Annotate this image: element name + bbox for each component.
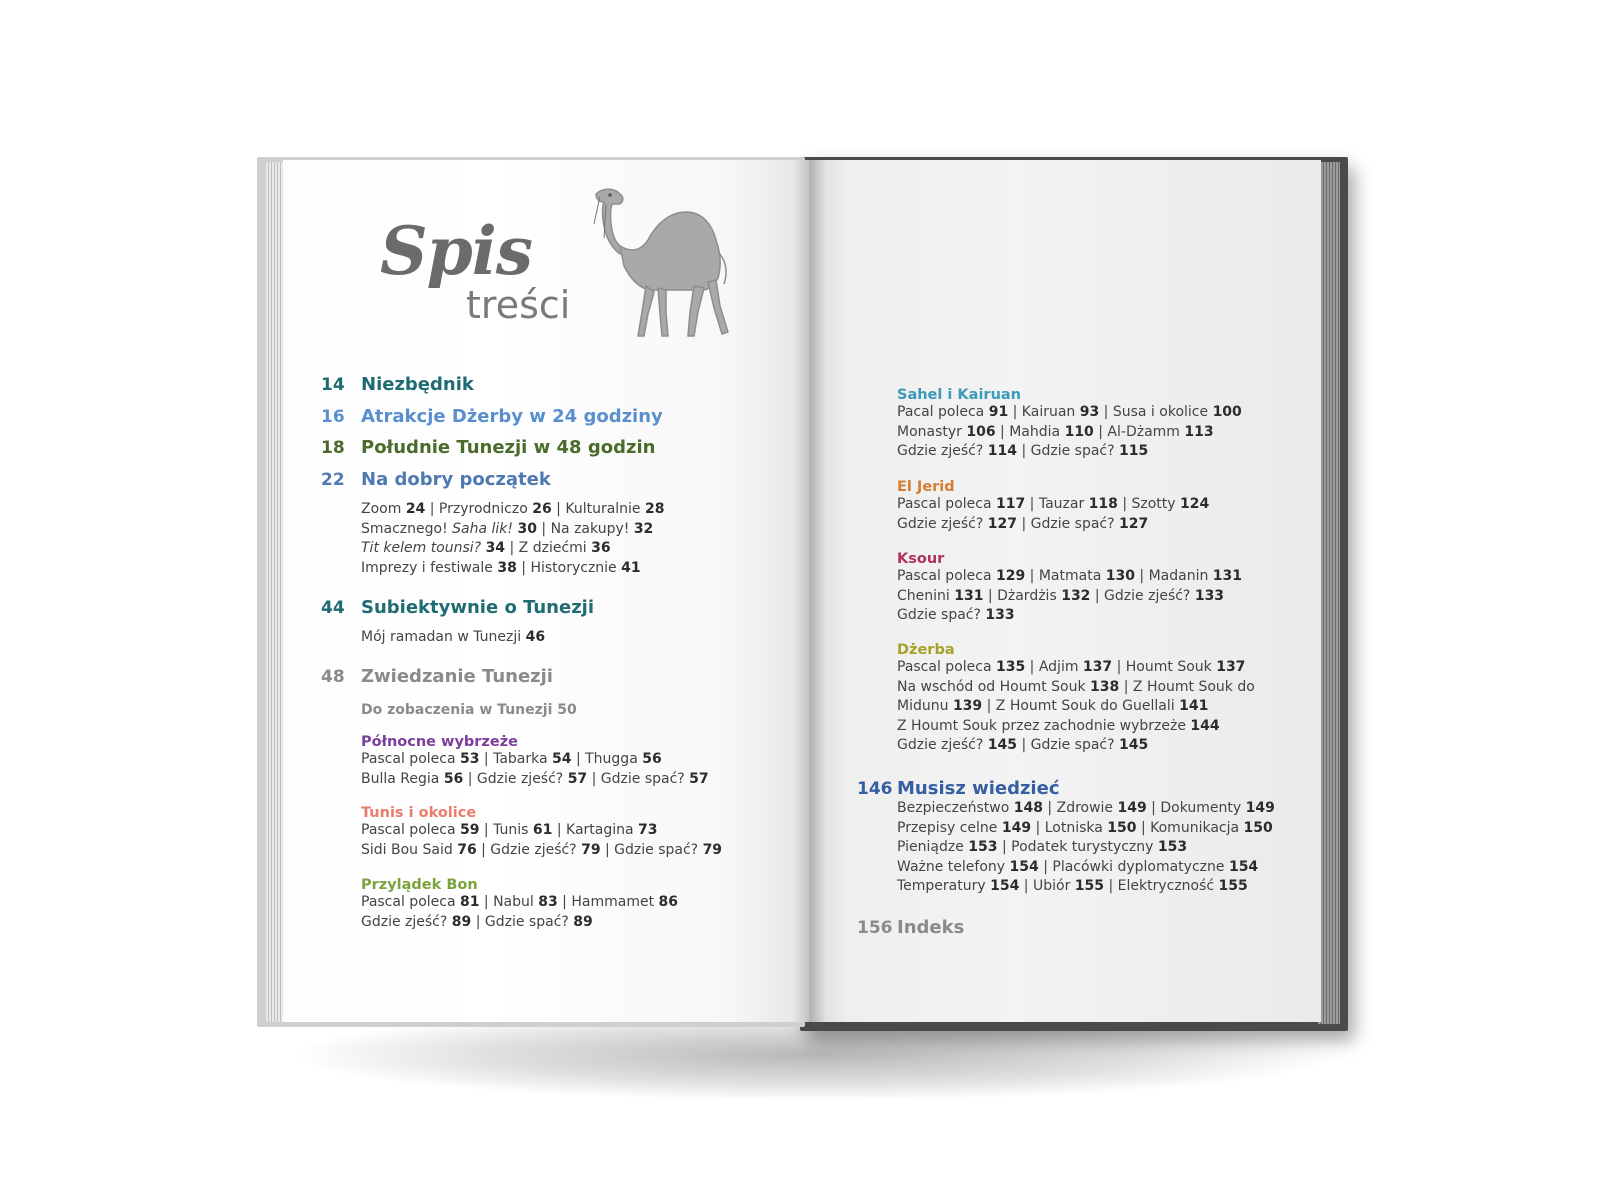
page-number: 32 [633, 520, 654, 537]
page-number: 149 [1001, 819, 1032, 836]
line-text: | Matmata [1025, 568, 1106, 584]
toc-entry-page: 48 [321, 667, 345, 687]
page-number: 38 [497, 559, 517, 576]
toc-entry-page: 146 [857, 779, 893, 799]
page-number: 141 [1179, 698, 1209, 714]
section-heading: Sahel i Kairuan [897, 387, 1021, 403]
line-text: | Z Houmt Souk do [1119, 678, 1255, 695]
line-text: Gdzie zjeść? [897, 515, 988, 532]
line-text: Gdzie spać? [897, 607, 986, 623]
page-number: 24 [405, 501, 426, 517]
line-text: | Dokumenty [1146, 800, 1246, 816]
page-number: 115 [1119, 443, 1149, 459]
line-text: | Gdzie spać? [1017, 443, 1119, 459]
page-number: 41 [621, 559, 641, 576]
page-number: 114 [987, 443, 1017, 459]
toc-line [897, 495, 1209, 515]
toc-line [361, 559, 664, 579]
line-text: | Placówki dyplomatyczne [1038, 858, 1229, 875]
line-text: Pascal poleca [361, 751, 460, 767]
page-number: 118 [1088, 496, 1118, 512]
section-lines [897, 658, 1255, 756]
toc-line [361, 913, 678, 933]
section-lines [897, 403, 1242, 462]
line-text: | Tunis [479, 822, 533, 838]
toc-line [361, 893, 678, 913]
line-text: | Gdzie spać? [1017, 737, 1119, 753]
line-text: | Szotty [1117, 496, 1181, 512]
line-text: | Tauzar [1025, 496, 1089, 512]
toc-entry-page: 18 [321, 438, 345, 458]
page-number: 144 [1190, 717, 1220, 734]
section-heading: El Jerid [897, 479, 955, 495]
toc-sublist-musisz [897, 799, 1275, 897]
toc-line [897, 423, 1242, 443]
line-text: Pacal poleca [897, 404, 989, 420]
toc-section-el-jerid [897, 479, 1209, 534]
line-text: | Thugga [571, 751, 643, 767]
toc-section-sahel [897, 387, 1242, 462]
line-text: | Madanin [1134, 568, 1213, 584]
page-number: 54 [552, 751, 572, 767]
toc-line [897, 606, 1242, 626]
line-text: Midunu [897, 698, 953, 714]
toc-line [897, 697, 1255, 717]
line-text: | Historycznie [516, 559, 622, 576]
line-text: Gdzie zjeść? [361, 913, 452, 930]
page-number: 53 [459, 751, 480, 767]
page-number: 124 [1180, 496, 1210, 512]
section-lines [897, 567, 1242, 626]
toc-line [897, 838, 1275, 858]
page-number: 56 [642, 751, 662, 767]
toc-line [897, 736, 1255, 756]
camel-icon [590, 182, 738, 340]
line-text: Gdzie zjeść? [897, 737, 988, 753]
page-number: 145 [987, 737, 1017, 753]
line-text: | Hammamet [557, 894, 659, 910]
page-number: 153 [1157, 839, 1188, 855]
page-number: 127 [1119, 515, 1149, 532]
page-number: 100 [1212, 404, 1242, 420]
page-number: 46 [525, 629, 546, 645]
page-number: 76 [457, 841, 477, 858]
toc-line [897, 587, 1242, 607]
toc-line [361, 500, 664, 520]
line-text: Gdzie zjeść? [897, 443, 988, 459]
page-number: 110 [1064, 423, 1094, 440]
line-text: | Adjim [1025, 659, 1083, 675]
line-text: Temperatury [897, 878, 991, 894]
line-text: | Gdzie spać? [600, 841, 703, 858]
line-text: Z Houmt Souk przez zachodnie wybrzeże [897, 717, 1191, 734]
toc-line [361, 750, 709, 770]
toc-entry-page: 14 [321, 375, 345, 395]
line-text: | Z Houmt Souk do Guellali [982, 698, 1180, 714]
line-text: | Houmt Souk [1112, 659, 1217, 675]
section-lines [897, 495, 1209, 534]
toc-line [897, 678, 1255, 698]
line-text: Chenini [897, 587, 955, 604]
section-lines [361, 821, 722, 860]
toc-entry-title: Południe Tunezji w 48 godzin [361, 437, 656, 458]
toc-section-dzerba [897, 642, 1255, 756]
page-number: 30 [517, 520, 537, 537]
line-text: | Podatek turystyczny [997, 839, 1158, 855]
line-text: Bulla Regia [361, 770, 444, 787]
line-text: Pascal poleca [897, 659, 996, 675]
page-number: 155 [1218, 878, 1248, 894]
line-text: | Z dziećmi [505, 540, 592, 556]
line-text: Pieniądze [897, 839, 969, 855]
page-number: 135 [995, 659, 1026, 675]
toc-line [897, 442, 1242, 462]
page-number: 133 [985, 607, 1015, 623]
page-number: 57 [567, 770, 588, 787]
toc-entry[interactable] [321, 406, 663, 427]
page-number: 56 [443, 770, 464, 787]
line-text: | Elektryczność [1104, 878, 1219, 894]
page-number: 129 [995, 568, 1026, 584]
toc-entry-title: Atrakcje Dżerby w 24 godziny [361, 406, 663, 427]
toc-line [897, 658, 1255, 678]
section-heading: Dżerba [897, 642, 955, 658]
page-number: 138 [1090, 678, 1120, 695]
toc-line [897, 515, 1209, 535]
section-heading: Przylądek Bon [361, 877, 478, 893]
section-heading: Ksour [897, 551, 945, 567]
line-text: | Zdrowie [1042, 800, 1118, 816]
page-number: 61 [532, 822, 553, 838]
line-text: | Lotniska [1031, 819, 1108, 836]
page-number: 89 [451, 913, 472, 930]
page-number: 26 [532, 501, 552, 517]
page-number: 150 [1107, 819, 1137, 836]
page-number: 127 [987, 515, 1017, 532]
toc-line [361, 770, 709, 790]
page-number: 36 [591, 540, 611, 556]
line-text: | Gdzie spać? [471, 913, 574, 930]
book-gutter [792, 160, 826, 1022]
page-number: 57 [689, 770, 709, 787]
toc-entry-page: 156 [857, 918, 893, 938]
page-title-spis: Spis [380, 212, 533, 290]
line-text: | Ubiór [1019, 878, 1075, 894]
line-text: | Gdzie zjeść? [463, 770, 568, 787]
page-number: 154 [1009, 858, 1039, 875]
toc-entry[interactable] [321, 374, 474, 395]
page-number: 139 [952, 698, 983, 714]
line-text: Zoom [361, 501, 406, 517]
line-text: Monastyr [897, 423, 967, 440]
toc-entry[interactable] [321, 469, 551, 490]
toc-line [897, 819, 1275, 839]
line-text: Pascal poleca [897, 568, 996, 584]
page-number: 131 [1212, 568, 1243, 584]
line-text: | Dżardżis [983, 587, 1062, 604]
line-text: | Gdzie spać? [587, 770, 690, 787]
page-number: 81 [459, 894, 480, 910]
page-number: 154 [990, 878, 1020, 894]
page-number: 59 [459, 822, 480, 838]
line-text: | Mahdia [995, 423, 1065, 440]
line-text: | Kartagina [552, 822, 639, 838]
line-text: Przepisy celne [897, 819, 1002, 836]
toc-section-przyladek [361, 877, 678, 932]
section-heading: Północne wybrzeże [361, 734, 518, 750]
section-heading: Tunis i okolice [361, 805, 477, 821]
toc-line [361, 821, 722, 841]
toc-entry-title: Indeks [897, 917, 965, 938]
toc-entry-title: Subiektywnie o Tunezji [361, 597, 595, 618]
page-number: 149 [1245, 800, 1275, 816]
toc-entry-page: 44 [321, 598, 345, 618]
toc-entry[interactable] [321, 666, 553, 687]
line-text: | Komunikacja [1136, 819, 1244, 836]
toc-section-tunis [361, 805, 722, 860]
line-text: Mój ramadan w Tunezji [361, 629, 526, 645]
page-number: 155 [1074, 878, 1105, 894]
page-number: 149 [1117, 800, 1147, 816]
line-text: | Susa i okolice [1099, 404, 1213, 420]
toc-entry-title: Niezbędnik [361, 374, 474, 395]
line-text: Smacznego! [361, 520, 453, 537]
toc-entry[interactable] [857, 778, 1059, 799]
line-text: Na wschód od Houmt Souk [897, 678, 1091, 695]
page-number: 106 [966, 423, 996, 440]
page-number: 79 [702, 841, 723, 858]
page-title-tresci: treści [466, 283, 571, 327]
toc-line [361, 628, 545, 648]
page-number: 145 [1119, 737, 1149, 753]
toc-entry-title: Musisz wiedzieć [897, 778, 1060, 799]
page-number: 137 [1082, 659, 1113, 675]
page-number: 91 [988, 404, 1009, 420]
line-text: Pascal poleca [361, 894, 460, 910]
toc-entry-title: Na dobry początek [361, 469, 551, 490]
page-number: 153 [968, 839, 998, 855]
line-text: Sidi Bou Said [361, 841, 458, 858]
toc-entry[interactable] [321, 437, 655, 458]
toc-line [897, 877, 1275, 897]
line-text: | Na zakupy! [536, 520, 634, 537]
toc-entry-page: 16 [321, 407, 345, 427]
page-number: 150 [1243, 819, 1273, 836]
toc-entry[interactable] [857, 917, 964, 938]
toc-subentry-do-zobaczenia[interactable]: Do zobaczenia w Tunezji 50 [361, 702, 577, 718]
page-number: 86 [658, 894, 678, 910]
page-number: 93 [1079, 404, 1100, 420]
toc-sublist-na-dobry-poczatek [361, 500, 664, 578]
line-text: | Kulturalnie [551, 501, 645, 517]
toc-entry-title: Zwiedzanie Tunezji [361, 666, 553, 687]
line-text: | Przyrodniczo [425, 501, 533, 517]
page-number: 73 [638, 822, 658, 838]
line-text: | Al-Dżamm [1093, 423, 1185, 440]
toc-line [897, 403, 1242, 423]
toc-line [897, 799, 1275, 819]
toc-section-polnocne [361, 734, 709, 789]
page-number: 137 [1216, 659, 1246, 675]
line-text: | Nabul [479, 894, 539, 910]
italic-text: Saha lik! [452, 520, 514, 537]
page-number: 89 [573, 913, 593, 930]
page-stack-right [1318, 162, 1340, 1024]
toc-line [361, 520, 664, 540]
line-text: Pascal poleca [897, 496, 996, 512]
toc-entry[interactable] [321, 597, 594, 618]
toc-line [897, 858, 1275, 878]
toc-line [361, 539, 664, 559]
toc-line [361, 841, 722, 861]
line-text: | Gdzie zjeść? [476, 841, 582, 858]
line-text: Bezpieczeństwo [897, 800, 1014, 816]
section-lines [361, 893, 678, 932]
line-text: Ważne telefony [897, 858, 1010, 875]
page-number: 131 [954, 587, 984, 604]
toc-sublist-subiektywnie [361, 628, 545, 648]
page-number: 83 [538, 894, 558, 910]
page-number: 130 [1105, 568, 1135, 584]
page-number: 34 [485, 540, 506, 556]
page-number: 117 [995, 496, 1026, 512]
page-number: 132 [1061, 587, 1091, 604]
section-lines [361, 750, 709, 789]
toc-section-ksour [897, 551, 1242, 626]
page-number: 113 [1184, 423, 1214, 440]
line-text: | Gdzie zjeść? [1090, 587, 1195, 604]
line-text: Imprezy i festiwale [361, 559, 498, 576]
page-number: 148 [1013, 800, 1043, 816]
page-number: 133 [1194, 587, 1225, 604]
page-number: 154 [1228, 858, 1259, 875]
line-text: | Kairuan [1008, 404, 1080, 420]
line-text: | Tabarka [479, 751, 553, 767]
page-number: 28 [645, 501, 665, 517]
line-text: Pascal poleca [361, 822, 460, 838]
toc-line [897, 717, 1255, 737]
page-number: 79 [581, 841, 601, 858]
line-text: | Gdzie spać? [1017, 515, 1119, 532]
italic-text: Tit kelem tounsi? [361, 540, 482, 556]
toc-entry-page: 22 [321, 470, 345, 490]
toc-line [897, 567, 1242, 587]
